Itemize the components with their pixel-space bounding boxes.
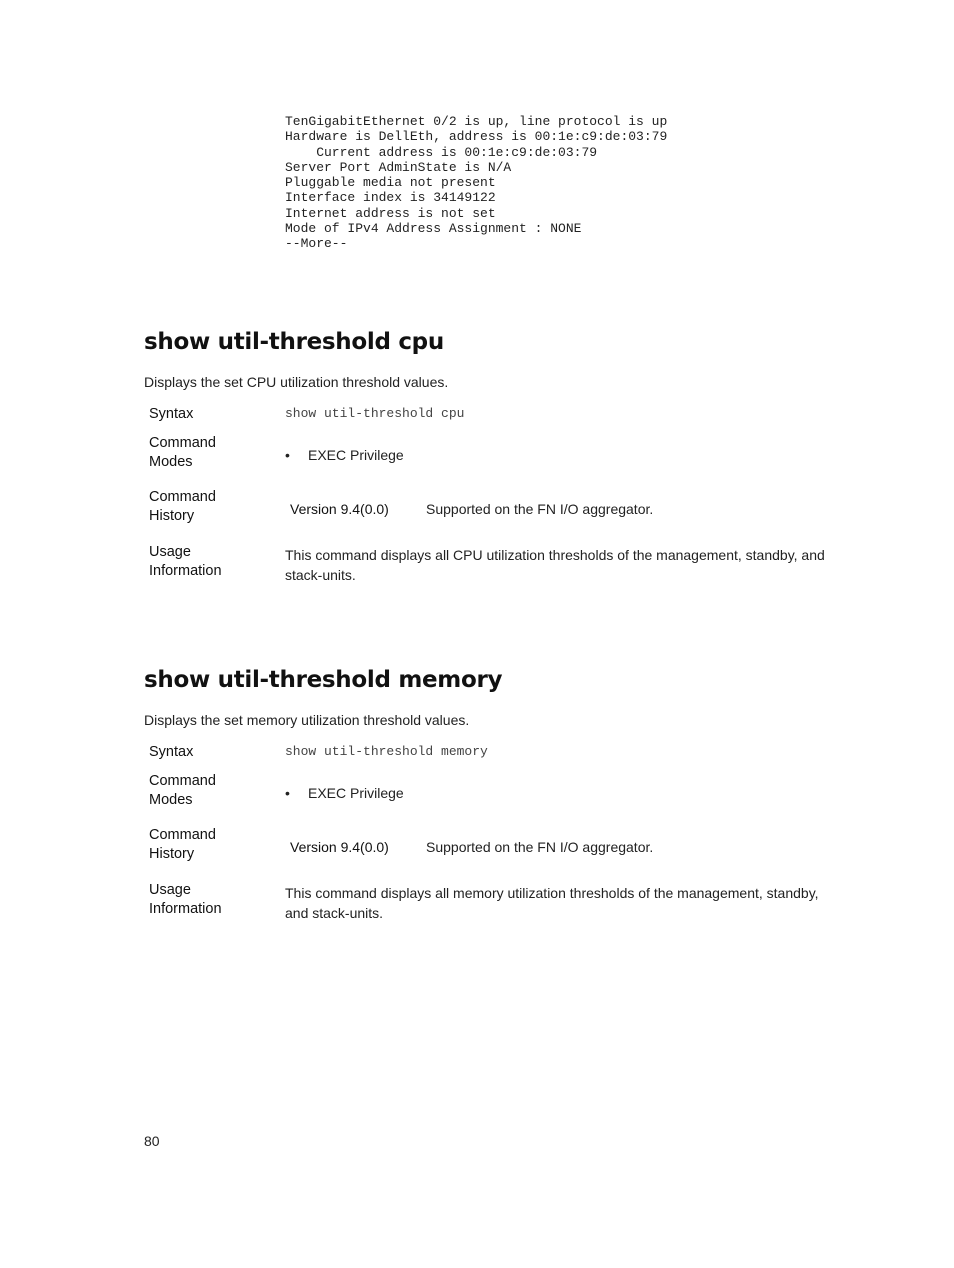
- syntax-value: show util-threshold cpu: [285, 406, 465, 421]
- code-line: Mode of IPv4 Address Assignment : NONE: [285, 221, 582, 237]
- command-history-label: Command History: [149, 489, 216, 524]
- history-description: Supported on the FN I/O aggregator.: [426, 839, 654, 855]
- bullet-icon: •: [285, 785, 290, 801]
- history-version: Version 9.4(0.0): [290, 501, 389, 517]
- usage-information-label: Usage Information: [149, 882, 222, 917]
- mode-bullet-item: • EXEC Privilege: [285, 785, 404, 801]
- bullet-icon: •: [285, 447, 290, 463]
- section-title: show util-threshold cpu: [144, 329, 444, 355]
- code-line: TenGigabitEthernet 0/2 is up, line protocol is up: [285, 114, 668, 129]
- page-number: 80: [144, 1133, 160, 1149]
- mode-bullet-item: • EXEC Privilege: [285, 447, 404, 463]
- command-modes-label: Command Modes: [149, 435, 216, 470]
- command-output-block: [285, 114, 667, 252]
- command-modes-label: Command Modes: [149, 773, 216, 808]
- section-util-threshold-cpu: [144, 327, 844, 583]
- history-description: Supported on the FN I/O aggregator.: [426, 501, 654, 517]
- section-util-threshold-memory: [144, 665, 844, 921]
- syntax-label: Syntax: [149, 744, 194, 760]
- usage-text: This command displays all CPU utilization thresholds of the management, standby, and stack-units.: [285, 547, 825, 583]
- section-title: show util-threshold memory: [144, 667, 503, 693]
- code-line: --More--: [285, 236, 348, 252]
- code-line: Hardware is DellEth, address is 00:1e:c9:de:03:79: [285, 129, 668, 145]
- code-line: Server Port AdminState is N/A: [285, 159, 512, 175]
- syntax-value: show util-threshold memory: [285, 744, 488, 759]
- usage-information-label: Usage Information: [149, 544, 222, 579]
- usage-text: This command displays all memory utilization thresholds of the management, standby, and stack-units.: [285, 885, 819, 921]
- section-description: Displays the set CPU utilization threshold values.: [144, 374, 449, 390]
- code-line: Interface index is 34149122: [285, 190, 496, 206]
- syntax-label: Syntax: [149, 406, 194, 422]
- code-line: Internet address is not set: [285, 205, 496, 221]
- history-version: Version 9.4(0.0): [290, 839, 389, 855]
- command-history-label: Command History: [149, 827, 216, 862]
- code-line: Pluggable media not present: [285, 175, 496, 191]
- section-description: Displays the set memory utilization threshold values.: [144, 712, 470, 728]
- code-line: Current address is 00:1e:c9:de:03:79: [285, 144, 598, 160]
